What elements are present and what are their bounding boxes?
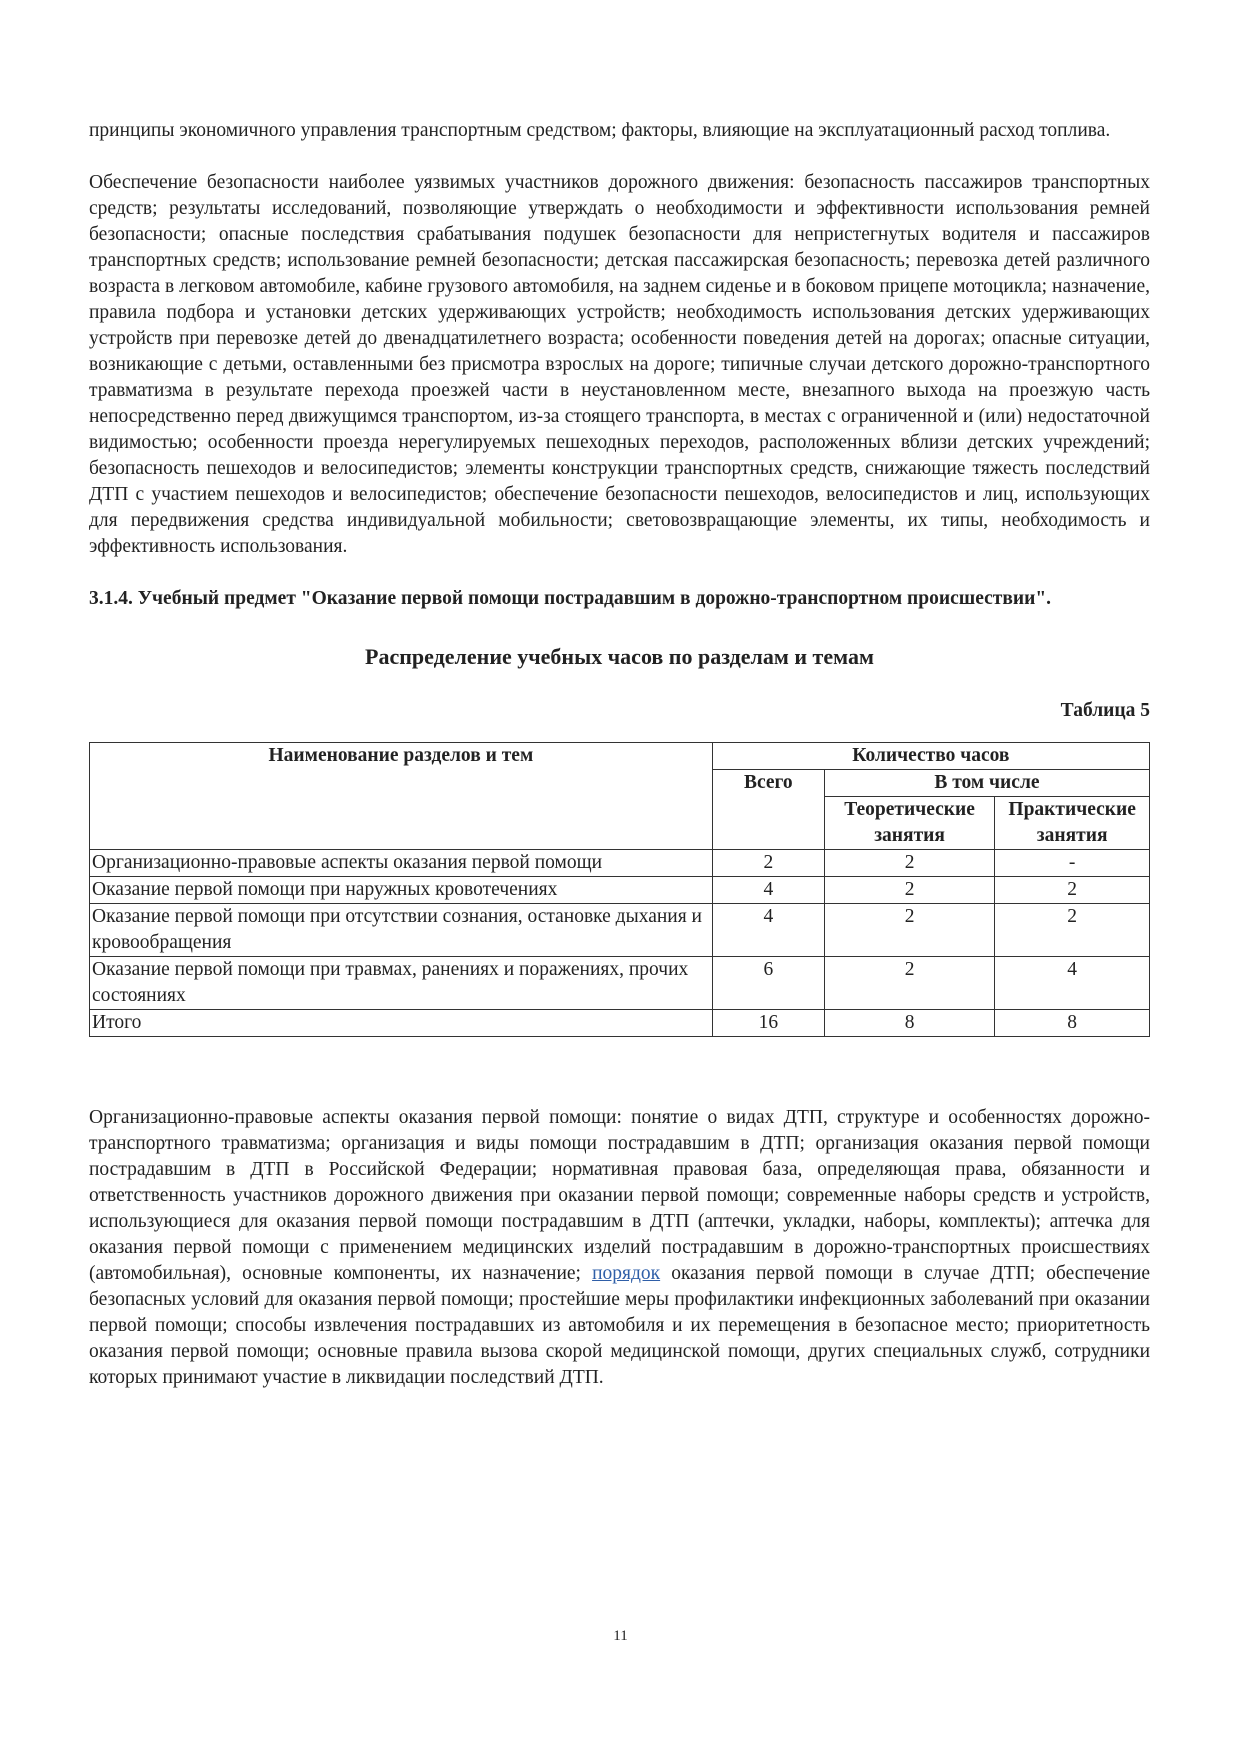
header-theory: Теоретические занятия: [824, 797, 994, 850]
row-practice: 8: [995, 1010, 1150, 1037]
row-total: 4: [712, 877, 824, 904]
table-row: [90, 877, 1150, 904]
header-total: Всего: [712, 770, 824, 850]
paragraph-text: Организационно-правовые аспекты оказания первой помощи: понятие о видах ДТП, структуре и особенностях дорожно-транспортного травматизма; организация и виды помощи пострадавшим в ДТП; организация оказания первой помощи пострадавшим в ДТП в Российской Федерации; нормативная правовая база, определяющая права, обязанности и ответственность участников дорожного движения при оказании первой помощи; современные наборы средств и устройств, использующиеся для оказания первой помощи пострадавшим в ДТП (аптечки, укладки, наборы, комплекты); аптечка для оказания первой помощи с применением медицинских изделий пострадавшим в дорожно-транспортных происшествиях (автомобильная), основные компоненты, их назначение;: [89, 1107, 1150, 1284]
row-practice: 2: [995, 877, 1150, 904]
procedure-link[interactable]: порядок: [592, 1263, 661, 1284]
row-total: 2: [712, 850, 824, 877]
table-row-total: [90, 1010, 1150, 1037]
document-page: [89, 118, 1150, 1391]
paragraph-fuel-economy: принципы экономичного управления транспортным средством; факторы, влияющие на эксплуатационный расход топлива.: [89, 120, 1111, 141]
row-theory: 2: [824, 877, 994, 904]
header-including: В том числе: [824, 770, 1149, 797]
row-total: 4: [712, 904, 824, 957]
row-total: 16: [712, 1010, 824, 1037]
row-name: Оказание первой помощи при травмах, ранениях и поражениях, прочих состояниях: [90, 957, 713, 1010]
row-theory: 2: [824, 850, 994, 877]
header-practice: Практические занятия: [995, 797, 1150, 850]
table-row: [90, 957, 1150, 1010]
row-practice: 4: [995, 957, 1150, 1010]
row-theory: 2: [824, 957, 994, 1010]
paragraph-text: оказания первой помощи в случае ДТП; обеспечение безопасных условий для оказания первой помощи; простейшие меры профилактики инфекционных заболеваний при оказании первой помощи; способы извлечения пострадавших из автомобиля и их перемещения в безопасное место; приоритетность оказания первой помощи; основные правила вызова скорой медицинской помощи, других специальных служб, сотрудники которых принимают участие в ликвидации последствий ДТП.: [89, 1263, 1150, 1388]
row-name: Оказание первой помощи при наружных кровотечениях: [90, 877, 713, 904]
hours-table: [89, 742, 1150, 1037]
row-theory: 2: [824, 904, 994, 957]
table-row: [90, 850, 1150, 877]
paragraph-vulnerable-road-users: Обеспечение безопасности наиболее уязвимых участников дорожного движения: безопасность пассажиров транспортных средств; результаты исследований, позволяющие утверждать о необходимости и эффективности использования ремней безопасности; опасные последствия срабатывания подушек безопасности для непристегнутых водителя и пассажиров транспортных средств; использование ремней безопасности; детская пассажирская безопасность; перевозка детей различного возраста в легковом автомобиле, кабине грузового автомобиля, на заднем сиденье и в боковом прицепе мотоцикла; назначение, правила подбора и установки детских удерживающих устройств; необходимость использования детских удерживающих устройств при перевозке детей до двенадцатилетнего возраста; особенности поведения детей на дорогах; опасные ситуации, возникающие с детьми, оставленными без присмотра взрослых на дороге; типичные случаи детского дорожно-транспортного травматизма в результате перехода проезжей части в неустановленном месте, внезапного выхода на проезжую часть непосредственно перед движущимся транспортом, из-за стоящего транспорта, в местах с ограниченной и (или) недостаточной видимостью; особенности проезда нерегулируемых пешеходных переходов, расположенных вблизи детских учреждений; безопасность пешеходов и велосипедистов; элементы конструкции транспортных средств, снижающие тяжесть последствий ДТП с участием пешеходов и велосипедистов; обеспечение безопасности пешеходов, велосипедистов и лиц, использующих для передвижения средства индивидуальной мобильности; световозвращающие элементы, их типы, необходимость и эффективность использования.: [89, 172, 1150, 557]
row-total: 6: [712, 957, 824, 1010]
section-heading: 3.1.4. Учебный предмет "Оказание первой помощи пострадавшим в дорожно-транспортном происшествии".: [89, 588, 1052, 609]
hours-distribution-title: Распределение учебных часов по разделам и темам: [365, 644, 874, 669]
row-name: Оказание первой помощи при отсутствии сознания, остановке дыхания и кровообращения: [90, 904, 713, 957]
row-practice: 2: [995, 904, 1150, 957]
table-row: [90, 904, 1150, 957]
page-number: 11: [613, 1628, 628, 1644]
row-name: Итого: [90, 1010, 713, 1037]
table-label: Таблица 5: [1060, 700, 1150, 721]
paragraph-legal-aspects: [89, 1105, 1150, 1391]
row-name: Организационно-правовые аспекты оказания первой помощи: [90, 850, 713, 877]
row-practice: -: [995, 850, 1150, 877]
row-theory: 8: [824, 1010, 994, 1037]
header-hours-count: Количество часов: [712, 743, 1149, 770]
header-section-names: Наименование разделов и тем: [90, 743, 713, 850]
